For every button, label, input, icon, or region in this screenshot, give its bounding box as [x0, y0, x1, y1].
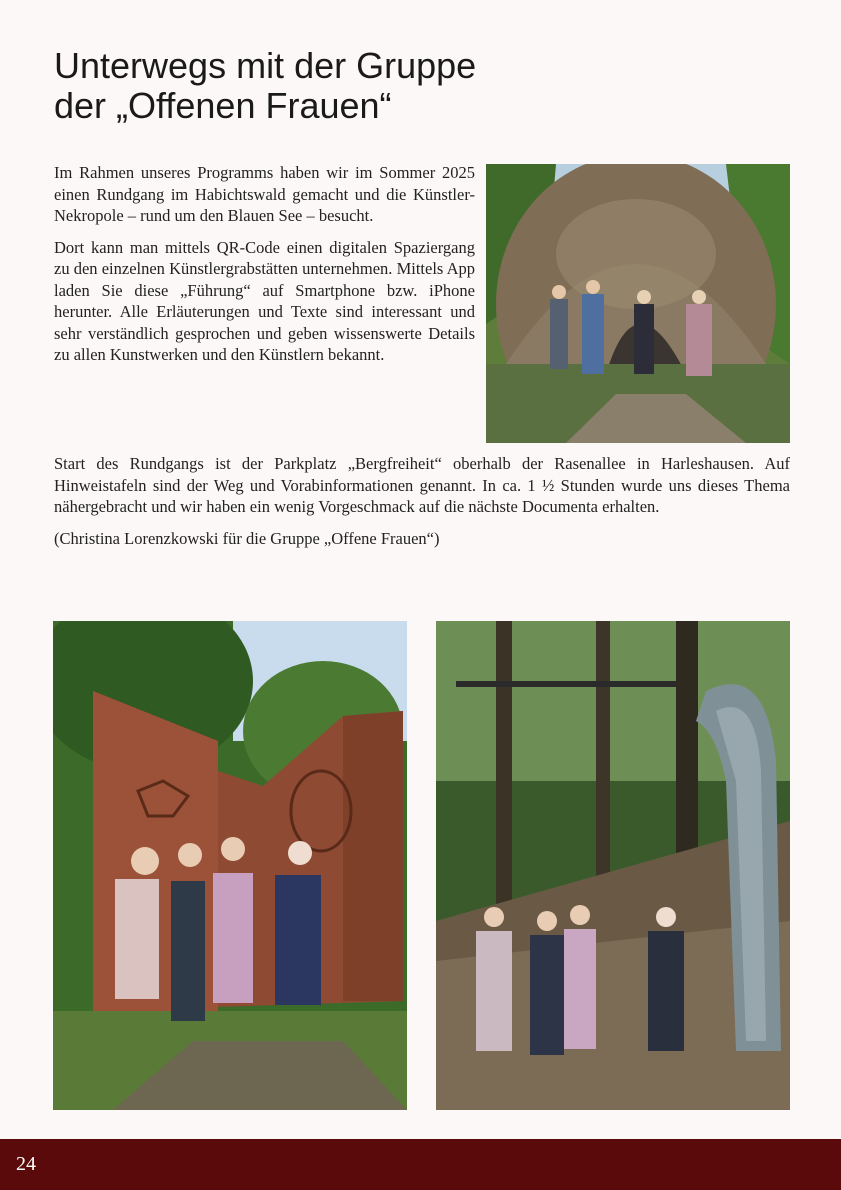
- paragraph-qr-code: Dort kann man mittels QR-Code einen digitalen Spaziergang zu den einzelnen Künstlergrabstätten unternehmen. Mittels App laden Sie diese „Führung“ auf Smartphone bzw. iPhone herunter. Alle Erläuterungen und Texte sind interessant und sehr verständlich gesprochen und geben wissenswerte Details zu allen Kunstwerken und den Künstlern bekannt.: [54, 237, 475, 364]
- author-credit: (Christina Lorenzkowski für die Gruppe „Offene Frauen“): [54, 528, 440, 548]
- photo-steel-wall-sculpture: [53, 621, 407, 1110]
- main-text-block: [54, 453, 790, 559]
- paragraph-start-point: Start des Rundgangs ist der Parkplatz „Bergfreiheit“ oberhalb der Rasenallee in Harleshausen. Auf Hinweistafeln sind der Weg und Vorabinformationen genannt. In ca. 1 ½ Stunden wurde uns dieses Thema nähergebracht und wir haben ein wenig Vorgeschmack auf die nächste Documenta erhalten.: [54, 454, 790, 516]
- page-title: [54, 46, 654, 126]
- title-line-2: der „Offenen Frauen“: [54, 85, 392, 126]
- paragraph-intro: Im Rahmen unseres Programms haben wir im Sommer 2025 einen Rundgang im Habichtswald gemacht und die Künstler-Nekropole – rund um den Blauen See – besucht.: [54, 163, 475, 225]
- title-line-1: Unterwegs mit der Gruppe: [54, 45, 477, 86]
- photo-dome-sculpture: [486, 164, 790, 443]
- page-number: 24: [16, 1153, 36, 1175]
- photo-forest-metal-sculpture: [436, 621, 790, 1110]
- page-footer-bar: [0, 1139, 841, 1190]
- intro-text-column: [54, 162, 475, 376]
